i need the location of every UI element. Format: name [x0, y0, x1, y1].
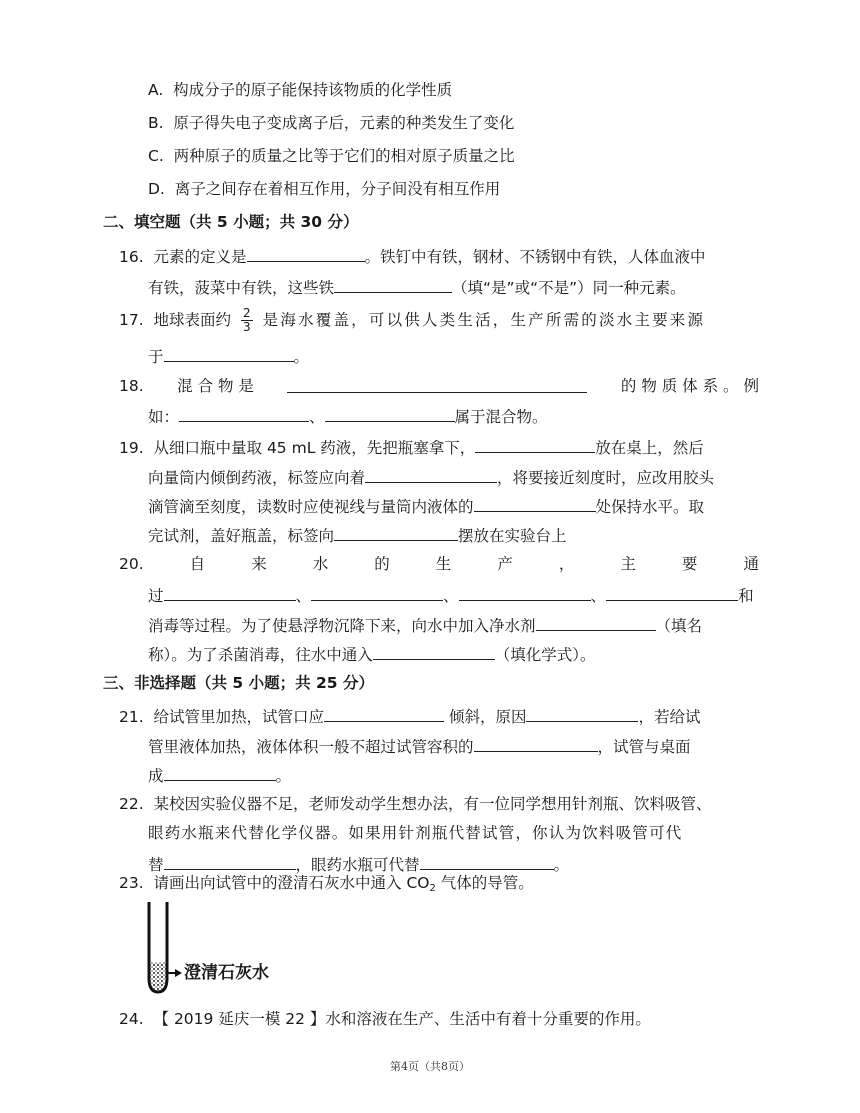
question-char: 生 [435, 555, 452, 573]
question-22-line-2 [148, 821, 682, 845]
question-text: 摆放在实验台上 [458, 527, 567, 545]
separator: 、 [295, 587, 312, 605]
question-text: 向量筒内倾倒药液，标签应向着 [148, 469, 366, 487]
question-text: 。铁钉中有铁，钢材、不锈钢中有铁，人体血液中 [364, 248, 706, 266]
question-text: 某校因实验仪器不足，老师发动学生想办法，有一位同学想用针剂瓶、饮料吸管、 [153, 795, 712, 813]
question-text: 地球表面约 [153, 311, 232, 329]
question-text: 和 [738, 587, 754, 605]
question-char: 要 [681, 555, 698, 573]
question-char: 产 [497, 555, 513, 573]
section-fill-heading: 二、填空题（共 5 小题；共 30 分） [103, 213, 359, 231]
answer-blank[interactable] [287, 374, 587, 393]
answer-blank[interactable] [324, 703, 444, 722]
option-text: 离子之间存在着相互作用，分子间没有相互作用 [174, 180, 501, 198]
question-text: ，若给试 [638, 708, 701, 726]
option-letter: D. [148, 180, 165, 198]
answer-blank[interactable] [164, 582, 296, 601]
question-24-line-1 [119, 1007, 651, 1031]
question-16-line-2 [148, 274, 686, 300]
question-text: （填“是”或“不是”）同一种元素。 [452, 279, 686, 297]
answer-blank[interactable] [334, 522, 458, 541]
question-char: 通 [743, 555, 759, 573]
question-17-line-1 [119, 307, 705, 334]
answer-blank[interactable] [373, 641, 495, 660]
question-21-line-2 [148, 733, 691, 759]
answer-blank[interactable] [475, 434, 595, 453]
question-19-line-2 [148, 464, 714, 490]
answer-blank[interactable] [474, 733, 598, 752]
question-text: 混 合 物 是 [177, 377, 254, 395]
option-text: 两种原子的质量之比等于它们的相对原子质量之比 [173, 147, 515, 165]
separator: 、 [590, 587, 607, 605]
option-a [148, 78, 452, 102]
question-text: 成 [148, 767, 164, 785]
question-18-line-2 [148, 403, 548, 429]
answer-blank[interactable] [474, 493, 596, 512]
question-20-line-4 [148, 641, 596, 667]
question-text: ，试管与桌面 [597, 738, 691, 756]
question-20-line-1 [119, 552, 759, 576]
question-text: 有铁，菠菜中有铁，这些铁 [148, 279, 335, 297]
question-char: 水 [312, 555, 329, 573]
option-c [148, 144, 515, 168]
question-char: 的 [374, 555, 390, 573]
question-number: 23. [119, 874, 144, 892]
answer-blank[interactable] [536, 612, 656, 631]
answer-blank[interactable] [179, 403, 309, 422]
fraction [241, 307, 253, 334]
question-text: 滴管滴至刻度，读数时应使视线与量筒内液体的 [148, 498, 474, 516]
option-letter: A. [148, 81, 164, 99]
question-text: 倾斜，原因 [448, 708, 527, 726]
question-text: 替 [148, 856, 164, 874]
question-text: 的 物 质 体 系 。 例 [620, 377, 759, 395]
question-text: 、 [309, 408, 325, 426]
question-text: 请画出向试管中的澄清石灰水中通入 CO [153, 874, 430, 892]
option-letter: C. [148, 147, 164, 165]
answer-blank[interactable] [459, 582, 591, 601]
question-22-line-1 [119, 792, 712, 816]
answer-blank[interactable] [164, 343, 294, 362]
question-text: 完试剂，盖好瓶盖，标签向 [148, 527, 335, 545]
question-text: 是海水覆盖，可以供人类生活，生产所需的淡水主要来源 [262, 311, 706, 329]
answer-blank[interactable] [325, 403, 455, 422]
question-20-line-3 [148, 612, 702, 638]
question-text: 。 [293, 348, 310, 366]
question-18-line-1 [119, 374, 759, 398]
answer-blank[interactable] [164, 762, 276, 781]
question-text: 如： [148, 408, 180, 426]
answer-blank[interactable] [311, 582, 443, 601]
figure-label: 澄清石灰水 [184, 963, 269, 983]
question-char: 主 [620, 555, 636, 573]
fraction-numerator: 2 [243, 306, 251, 320]
question-text: 称）。为了杀菌消毒，往水中通入 [148, 646, 373, 664]
fraction-denominator: 3 [243, 320, 251, 334]
answer-blank[interactable] [606, 582, 738, 601]
question-21-line-3 [148, 762, 291, 788]
question-text: 气体的导管。 [440, 874, 534, 892]
page-footer: 第4页（共8页） [390, 1060, 470, 1073]
question-21-line-1 [119, 703, 701, 729]
question-char: ， [558, 555, 575, 573]
answer-blank[interactable] [247, 243, 365, 262]
question-20-line-2 [148, 582, 754, 608]
question-text: 消毒等过程。为了使悬浮物沉降下来，向水中加入净水剂 [148, 617, 536, 635]
question-text: 放在桌上，然后 [595, 439, 704, 457]
question-number: 18. [119, 377, 144, 395]
question-text: 过 [148, 587, 164, 605]
option-b [148, 111, 514, 135]
question-number: 21. [119, 708, 144, 726]
option-d [148, 177, 500, 201]
answer-blank[interactable] [365, 464, 497, 483]
section-nonchoice-heading: 三、非选择题（共 5 小题；共 25 分） [103, 674, 374, 692]
question-text: 属于混合物。 [454, 408, 548, 426]
answer-blank[interactable] [164, 851, 296, 870]
question-19-line-4 [148, 522, 567, 548]
test-tube-figure [145, 892, 295, 996]
question-text: 于 [148, 348, 164, 366]
question-char: 自 [189, 555, 206, 573]
question-text: ，将要接近刻度时，应改用胶头 [497, 469, 715, 487]
question-text: ，眼药水瓶可代替 [295, 856, 420, 874]
question-text: （填名 [655, 617, 703, 635]
option-text: 构成分子的原子能保持该物质的化学性质 [173, 81, 453, 99]
question-number: 22. [119, 795, 144, 813]
question-text: 【 2019 延庆一模 22 】水和溶液在生产、生活中有着十分重要的作用。 [153, 1010, 651, 1028]
separator: 、 [443, 587, 459, 605]
option-letter: B. [148, 114, 164, 132]
question-text: 给试管里加热，试管口应 [153, 708, 325, 726]
question-19-line-1 [119, 434, 704, 460]
answer-blank[interactable] [526, 703, 638, 722]
question-text: 处保持水平。取 [595, 498, 705, 516]
question-text: 元素的定义是 [153, 248, 247, 266]
question-text: 从细口瓶中量取 45 mL 药液，先把瓶塞拿下， [153, 439, 476, 457]
answer-blank[interactable] [334, 274, 452, 293]
question-text: 管里液体加热，液体体积一般不超过试管容积的 [148, 738, 474, 756]
question-text: 。 [553, 856, 570, 874]
question-char: 来 [251, 555, 267, 573]
question-text: 。 [275, 767, 292, 785]
question-text: 眼药水瓶来代替化学仪器。如果用针剂瓶代替试管，你认为饮料吸管可代 [148, 824, 683, 842]
question-16-line-1 [119, 243, 706, 269]
question-17-line-2 [148, 343, 309, 369]
option-text: 原子得失电子变成离子后，元素的种类发生了变化 [173, 114, 515, 132]
question-number: 24. [119, 1010, 144, 1028]
question-number: 20. [119, 555, 144, 573]
question-text: （填化学式）。 [494, 646, 596, 664]
question-number: 16. [119, 248, 144, 266]
answer-blank[interactable] [420, 851, 554, 870]
question-19-line-3 [148, 493, 704, 519]
question-number: 19. [119, 439, 144, 457]
question-number: 17. [119, 311, 144, 329]
subscript: 2 [429, 883, 436, 894]
